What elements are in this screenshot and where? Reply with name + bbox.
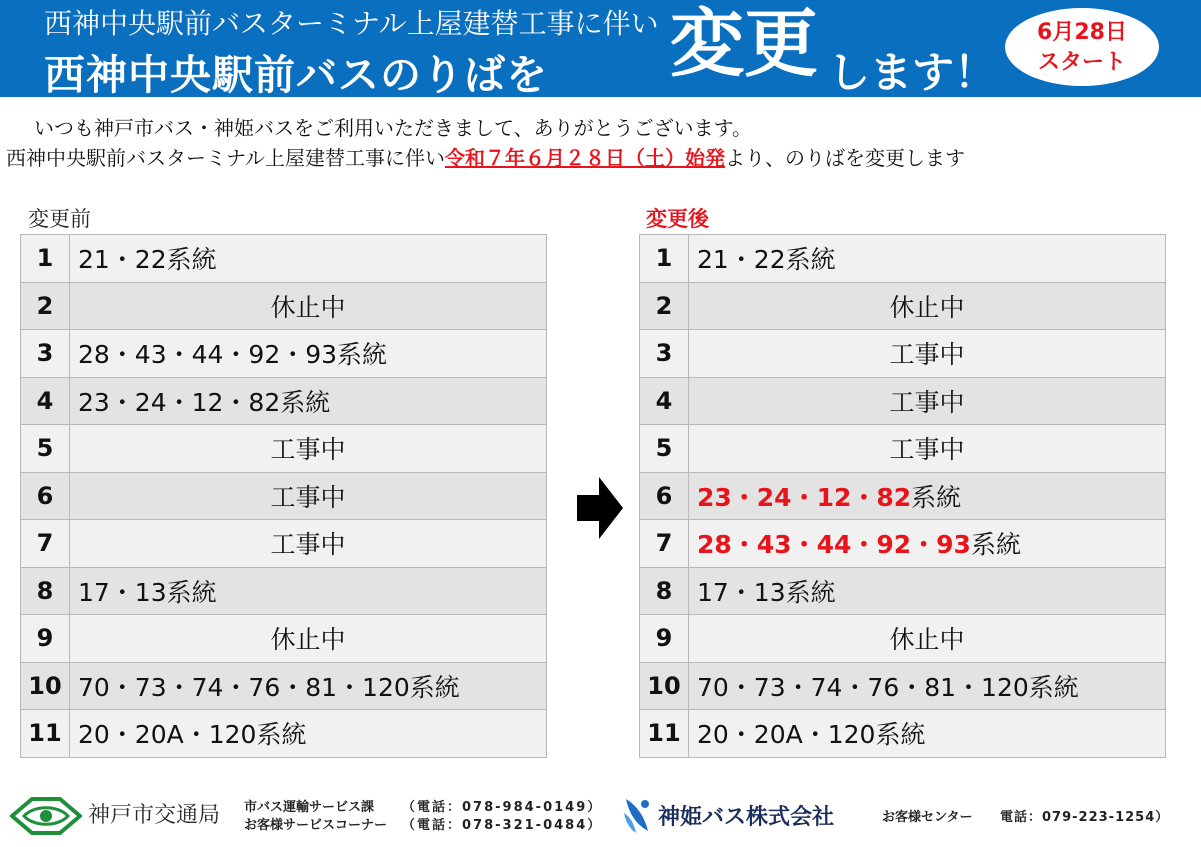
intro-notice [6, 142, 965, 171]
berth-routes: 20・20A・120系統 [689, 710, 1166, 758]
after-row [640, 615, 1166, 663]
banner-change-word: 変更 [670, 1, 818, 87]
before-row [21, 520, 547, 568]
berth-routes: 工事中 [70, 520, 547, 568]
kobe-transport-departments [244, 799, 387, 835]
intro-notice-before: 西神中央駅前バスターミナル上屋建替工事に伴い [6, 146, 445, 170]
berth-number: 2 [640, 282, 689, 330]
berth-routes: 17・13系統 [70, 567, 547, 615]
berth-routes: 工事中 [70, 472, 547, 520]
berth-routes: 28・43・44・92・93系統 [70, 330, 547, 378]
before-row [21, 710, 547, 758]
before-row [21, 472, 547, 520]
berth-routes: 工事中 [689, 377, 1166, 425]
banner-title: 西神中央駅前バスのりばを [44, 51, 548, 99]
after-row [640, 377, 1166, 425]
berth-routes: 工事中 [689, 425, 1166, 473]
berth-routes: 70・73・74・76・81・120系統 [689, 662, 1166, 710]
kobe-transport-name: 神戸市交通局 [88, 803, 221, 828]
after-row [640, 472, 1166, 520]
berth-routes: 休止中 [689, 282, 1166, 330]
berth-number: 10 [21, 662, 70, 710]
badge-start: スタート [1037, 50, 1126, 75]
berth-routes: 休止中 [70, 615, 547, 663]
before-row [21, 425, 547, 473]
dept-customer-corner: お客様サービスコーナー [244, 818, 388, 833]
kobe-transport-phones [402, 799, 602, 835]
berth-number: 10 [640, 662, 689, 710]
before-row [21, 282, 547, 330]
berth-number: 7 [640, 520, 689, 568]
intro-notice-date: 令和７年６月２８日（土）始発 [445, 146, 725, 170]
before-row [21, 567, 547, 615]
badge-date: 6月28日 [1037, 20, 1127, 45]
berth-routes: 工事中 [689, 330, 1166, 378]
berth-number: 8 [21, 567, 70, 615]
berth-routes: 21・22系統 [689, 235, 1166, 283]
start-date-badge [1003, 6, 1161, 88]
berth-number: 8 [640, 567, 689, 615]
intro-notice-after: より、のりばを変更します [725, 146, 965, 170]
berth-number: 2 [21, 282, 70, 330]
berth-number: 11 [21, 710, 70, 758]
before-heading: 変更前 [28, 207, 91, 231]
intro-greeting: いつも神戸市バス・神姫バスをご利用いただきまして、ありがとうございます。 [34, 116, 752, 140]
shinki-phone: 電話：079-223-1254） [1000, 810, 1170, 825]
berth-number: 9 [640, 615, 689, 663]
berth-routes: 休止中 [70, 282, 547, 330]
berth-routes [689, 472, 1166, 520]
after-row [640, 662, 1166, 710]
before-row [21, 330, 547, 378]
after-row [640, 567, 1166, 615]
after-row [640, 235, 1166, 283]
berth-number: 6 [21, 472, 70, 520]
after-row [640, 282, 1166, 330]
berth-routes: 70・73・74・76・81・120系統 [70, 662, 547, 710]
footer [0, 790, 1201, 847]
banner-suffix: します！ [828, 48, 997, 97]
berth-number: 5 [21, 425, 70, 473]
changed-routes: 28・43・44・92・93 [697, 530, 971, 560]
berth-number: 4 [21, 377, 70, 425]
changed-routes: 23・24・12・82 [697, 482, 912, 512]
berth-number: 6 [640, 472, 689, 520]
berth-routes: 23・24・12・82系統 [70, 377, 547, 425]
phone-customer-corner: （電話：078-321-0484） [402, 818, 603, 833]
after-row [640, 520, 1166, 568]
before-row [21, 615, 547, 663]
after-row [640, 710, 1166, 758]
shinki-bus-logo [620, 795, 654, 835]
berth-routes: 休止中 [689, 615, 1166, 663]
routes-suffix: 系統 [911, 482, 962, 512]
routes-suffix: 系統 [970, 530, 1021, 560]
shinki-bus-name: 神姫バス株式会社 [658, 805, 835, 830]
banner-subtitle: 西神中央駅前バスターミナル上屋建替工事に伴い [44, 7, 659, 40]
berth-number: 4 [640, 377, 689, 425]
berth-number: 9 [21, 615, 70, 663]
berth-number: 1 [640, 235, 689, 283]
after-heading: 変更後 [646, 207, 709, 231]
berth-routes [689, 520, 1166, 568]
header-banner [0, 0, 1201, 97]
berth-routes: 工事中 [70, 425, 547, 473]
berth-number: 3 [21, 330, 70, 378]
berth-routes: 20・20A・120系統 [70, 710, 547, 758]
berth-number: 11 [640, 710, 689, 758]
berth-number: 7 [21, 520, 70, 568]
shinki-customer-center: お客様センター [882, 810, 973, 825]
kobe-transport-logo [10, 795, 82, 837]
berth-number: 3 [640, 330, 689, 378]
before-row [21, 662, 547, 710]
dept-bus-service: 市バス運輸サービス課 [244, 800, 375, 815]
after-berth-table [639, 234, 1166, 758]
phone-bus-service: （電話：078-984-0149） [402, 800, 603, 815]
before-row [21, 377, 547, 425]
before-row [21, 235, 547, 283]
right-arrow-icon [577, 477, 623, 539]
berth-routes: 21・22系統 [70, 235, 547, 283]
berth-number: 1 [21, 235, 70, 283]
berth-routes: 17・13系統 [689, 567, 1166, 615]
after-row [640, 330, 1166, 378]
before-berth-table [20, 234, 547, 758]
after-row [640, 425, 1166, 473]
berth-number: 5 [640, 425, 689, 473]
